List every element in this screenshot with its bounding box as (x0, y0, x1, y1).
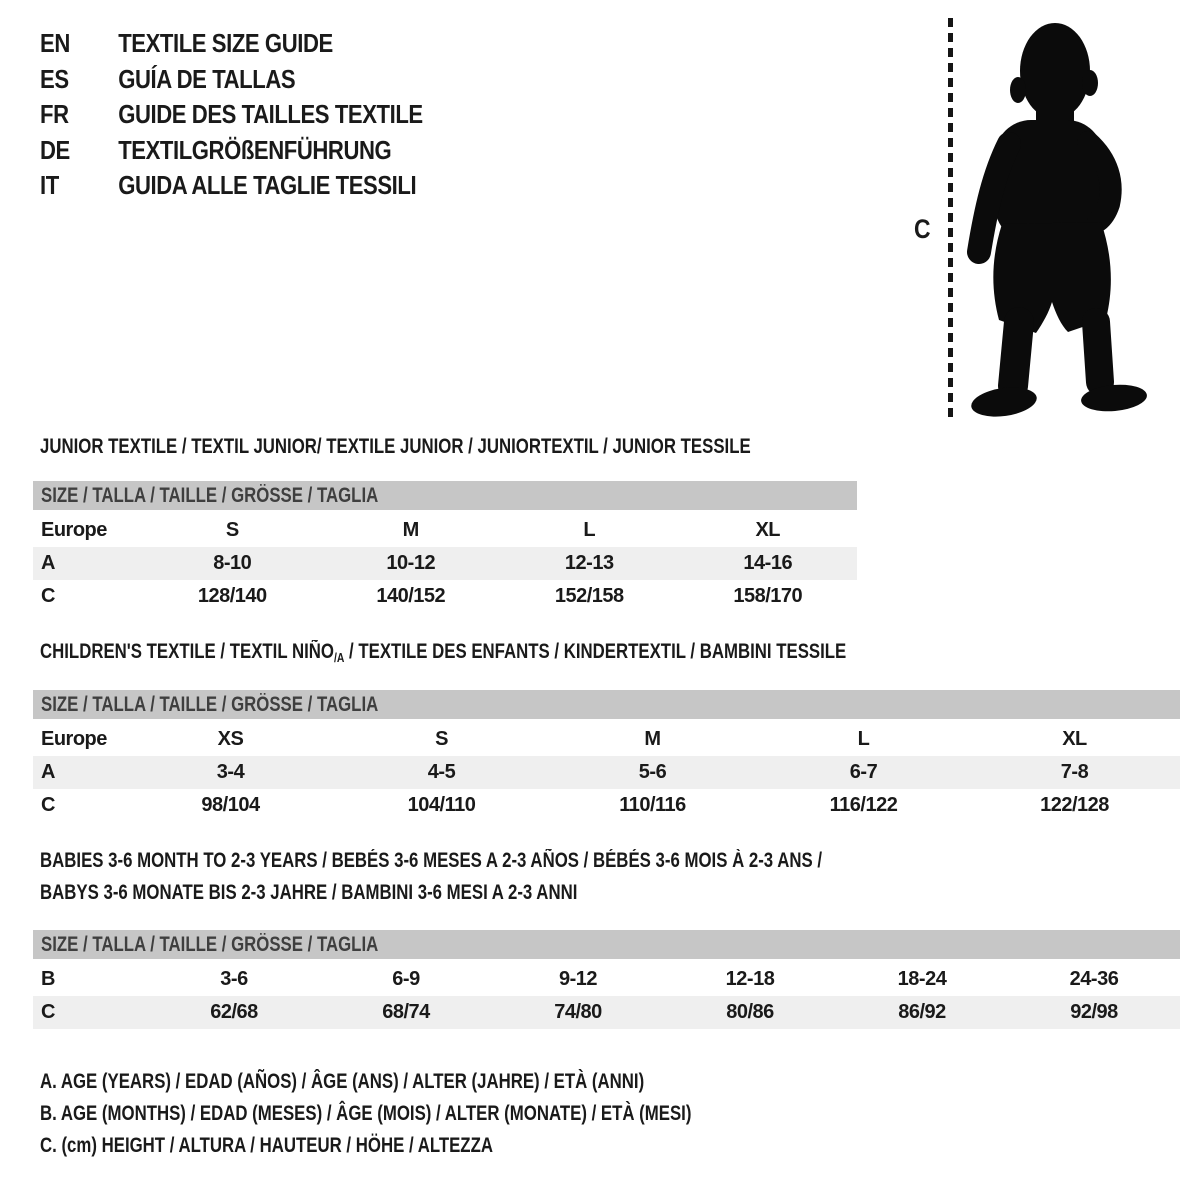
size-cell: 18-24 (897, 968, 947, 990)
size-header-label: SIZE / TALLA / TAILLE / GRÖSSE / TAGLIA (41, 932, 379, 956)
row-label: Europe (41, 728, 107, 750)
legend-line-c: C. (cm) HEIGHT / ALTURA / HAUTEUR / HÖHE / ALTEZZA (40, 1134, 493, 1157)
size-cell: 12-13 (564, 552, 614, 574)
table-row-height (33, 996, 1180, 1029)
size-cell: L (583, 519, 596, 541)
size-cell: 5-6 (638, 761, 667, 783)
row-label: B (41, 968, 55, 990)
size-cell: 98/104 (201, 794, 260, 816)
size-cell: 7-8 (1060, 761, 1089, 783)
language-list (40, 26, 423, 204)
size-cell: 80/86 (726, 1001, 774, 1023)
table-row-age (33, 756, 1180, 789)
size-header-label: SIZE / TALLA / TAILLE / GRÖSSE / TAGLIA (41, 692, 379, 716)
size-cell: 9-12 (558, 968, 598, 990)
size-cell: 110/116 (619, 794, 686, 816)
children-size-table (33, 690, 1180, 822)
language-row (40, 97, 423, 133)
toddler-silhouette-icon (962, 14, 1152, 424)
legend-line-b: B. AGE (MONTHS) / EDAD (MESES) / ÂGE (MOIS) / ALTER (MONATE) / ETÀ (MESI) (40, 1102, 692, 1125)
babies-section-title (40, 845, 822, 909)
table-row-age (33, 547, 857, 580)
row-label: C (41, 1001, 55, 1023)
height-dashed-line (948, 18, 953, 420)
language-row (40, 133, 423, 169)
babies-title-line2: BABYS 3-6 MONATE BIS 2-3 JAHRE / BAMBINI 3-6 MESI A 2-3 ANNI (40, 881, 578, 904)
size-cell: 10-12 (386, 552, 436, 574)
row-label: C (41, 794, 55, 816)
size-cell: 3-4 (216, 761, 245, 783)
children-section-title (40, 640, 846, 664)
table-row-europe (33, 723, 1180, 756)
size-cell: S (435, 728, 448, 750)
size-cell: 104/110 (407, 794, 476, 816)
size-cell: 158/170 (733, 585, 803, 607)
row-label: A (41, 552, 55, 574)
size-cell: 14-16 (743, 552, 793, 574)
legend (40, 1066, 691, 1162)
size-cell: 6-7 (849, 761, 878, 783)
size-cell: M (644, 728, 661, 750)
language-row (40, 26, 423, 62)
size-header-bar (33, 930, 1180, 959)
language-title: TEXTILGRÖßENFÜHRUNG (118, 134, 392, 165)
row-label: Europe (41, 519, 107, 541)
size-cell: M (402, 519, 419, 541)
language-code: IT (40, 170, 59, 201)
size-cell: 68/74 (382, 1001, 430, 1023)
size-cell: 86/92 (898, 1001, 946, 1023)
size-cell: 74/80 (554, 1001, 602, 1023)
size-cell: S (225, 519, 239, 541)
table-row-months (33, 963, 1180, 996)
size-header-bar (33, 690, 1180, 719)
size-cell: 8-10 (213, 552, 252, 574)
row-label: A (41, 761, 55, 783)
language-title: GUÍA DE TALLAS (118, 63, 296, 94)
size-cell: 62/68 (210, 1001, 258, 1023)
size-cell: 128/140 (197, 585, 267, 607)
children-title-main: CHILDREN'S TEXTILE / TEXTIL NIÑO (40, 640, 334, 663)
language-row (40, 62, 423, 98)
children-title-subscript: /A (333, 650, 345, 665)
junior-size-table (33, 481, 857, 613)
language-row (40, 168, 423, 204)
language-code: DE (40, 134, 70, 165)
language-title: GUIDE DES TAILLES TEXTILE (118, 99, 423, 130)
size-cell: 12-18 (725, 968, 775, 990)
size-cell: 6-9 (392, 968, 420, 990)
size-cell: 24-36 (1069, 968, 1119, 990)
language-code: EN (40, 28, 70, 59)
legend-line-a: A. AGE (YEARS) / EDAD (AÑOS) / ÂGE (ANS) / ALTER (JAHRE) / ETÀ (ANNI) (40, 1070, 645, 1093)
table-row-height (33, 580, 857, 613)
row-label: C (41, 585, 55, 607)
babies-size-table (33, 930, 1180, 1029)
size-header-label: SIZE / TALLA / TAILLE / GRÖSSE / TAGLIA (41, 483, 379, 507)
table-row-europe (33, 514, 857, 547)
language-code: ES (40, 63, 69, 94)
junior-section-title: JUNIOR TEXTILE / TEXTIL JUNIOR/ TEXTILE JUNIOR / JUNIORTEXTIL / JUNIOR TESSILE (40, 435, 751, 458)
size-cell: 122/128 (1040, 794, 1109, 816)
size-cell: XS (217, 728, 244, 750)
size-cell: 3-6 (220, 968, 248, 990)
language-title: TEXTILE SIZE GUIDE (118, 28, 333, 59)
size-cell: L (857, 728, 870, 750)
babies-title-line1: BABIES 3-6 MONTH TO 2-3 YEARS / BEBÉS 3-6 MESES A 2-3 AÑOS / BÉBÉS 3-6 MOIS À 2-3 ANS / (40, 849, 823, 872)
height-measure-label: C (914, 214, 931, 244)
size-cell: XL (1062, 728, 1087, 750)
language-title: GUIDA ALLE TAGLIE TESSILI (118, 170, 417, 201)
language-code: FR (40, 99, 69, 130)
size-cell: 140/152 (376, 585, 446, 607)
size-cell: 116/122 (829, 794, 898, 816)
size-cell: 92/98 (1070, 1001, 1118, 1023)
children-title-rest: / TEXTILE DES ENFANTS / KINDERTEXTIL / BAMBINI TESSILE (344, 640, 847, 663)
size-cell: XL (755, 519, 781, 541)
table-row-height (33, 789, 1180, 822)
size-cell: 152/158 (554, 585, 624, 607)
size-cell: 4-5 (427, 761, 456, 783)
size-header-bar (33, 481, 857, 510)
